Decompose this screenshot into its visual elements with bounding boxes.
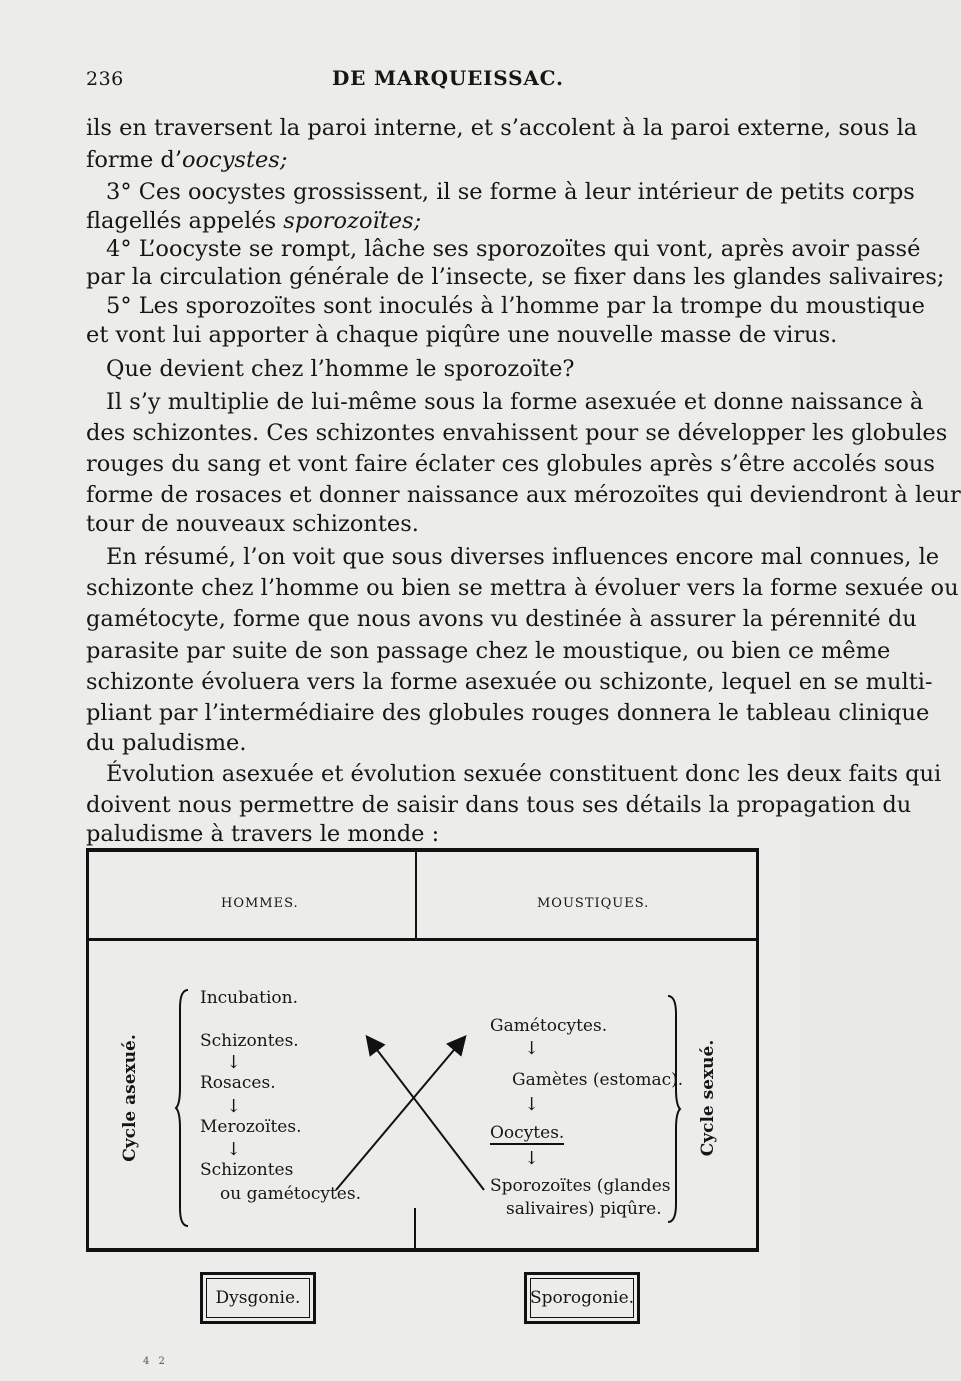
down-arrow-icon: ↓ — [226, 1052, 242, 1073]
text-line: Évolution asexuée et évolution sexuée constituent donc les deux faits qui — [106, 761, 942, 787]
left-item-schizontes-2: Schizontes — [200, 1160, 294, 1180]
down-arrow-icon: ↓ — [226, 1139, 242, 1160]
cycle-sexue-label: Cycle sexué. — [698, 1039, 718, 1157]
text-line: 4° L’oocyste se rompt, lâche ses sporozoïtes qui vont, après avoir passé — [106, 236, 921, 262]
text-line: tour de nouveaux schizontes. — [86, 511, 419, 537]
column-header-hommes: HOMMES. — [221, 896, 299, 911]
text-line: Que devient chez l’homme le sporozoïte? — [106, 356, 575, 382]
sporogonie-box — [524, 1272, 640, 1324]
text-line: forme d’oocystes; — [86, 147, 288, 173]
signature-mark: 4 2 — [143, 1356, 168, 1367]
right-brace — [664, 994, 680, 1224]
text-line: doivent nous permettre de saisir dans tous ses détails la propagation du — [86, 792, 912, 818]
left-item-merozoites: Merozoïtes. — [200, 1117, 302, 1137]
cycle-table — [86, 848, 759, 1252]
dysgonie-box — [200, 1272, 316, 1324]
text-line: et vont lui apporter à chaque piqûre une nouvelle masse de virus. — [86, 322, 838, 348]
arrow-to-schizontes — [368, 1038, 484, 1190]
text-line: forme de rosaces et donner naissance aux mérozoïtes qui deviendront à leur — [86, 482, 961, 508]
column-header-moustiques: MOUSTIQUES. — [537, 896, 650, 911]
down-arrow-icon: ↓ — [226, 1096, 242, 1117]
text-line: 3° Ces oocystes grossissent, il se forme à leur intérieur de petits corps — [106, 179, 915, 205]
text-line: gamétocyte, forme que nous avons vu destinée à assurer la pérennité du — [86, 606, 917, 632]
text-line: parasite par suite de son passage chez le moustique, ou bien ce même — [86, 638, 891, 664]
left-item-incubation: Incubation. — [200, 988, 299, 1008]
text-line: par la circulation générale de l’insecte, se fixer dans les glandes salivaires; — [86, 264, 945, 290]
text-line: 5° Les sporozoïtes sont inoculés à l’homme par la trompe du moustique — [106, 293, 925, 319]
left-item-gametocytes: ou gamétocytes. — [220, 1184, 361, 1204]
text-line: flagellés appelés sporozoïtes; — [86, 208, 422, 234]
sporogonie-label: Sporogonie. — [530, 1278, 634, 1318]
cycle-asexue-label: Cycle asexué. — [120, 1034, 140, 1162]
page-number: 236 — [86, 68, 124, 90]
left-item-schizontes: Schizontes. — [200, 1031, 299, 1051]
running-title: DE MARQUEISSAC. — [332, 66, 564, 90]
left-item-rosaces: Rosaces. — [200, 1073, 276, 1093]
text-line: des schizontes. Ces schizontes envahissent pour se développer les globules — [86, 420, 948, 446]
text-line: Il s’y multiplie de lui-même sous la forme asexuée et donne naissance à — [106, 389, 924, 415]
text-line: ils en traversent la paroi interne, et s’accolent à la paroi externe, sous la — [86, 115, 918, 141]
text-line: du paludisme. — [86, 730, 247, 756]
text-line: schizonte chez l’homme ou bien se mettra à évoluer vers la forme sexuée ou — [86, 575, 959, 601]
arrow-to-gametocytes — [336, 1038, 464, 1190]
down-arrow-icon: ↓ — [524, 1094, 540, 1115]
down-arrow-icon: ↓ — [524, 1148, 540, 1169]
dysgonie-label: Dysgonie. — [206, 1278, 310, 1318]
text-line: En résumé, l’on voit que sous diverses influences encore mal connues, le — [106, 544, 940, 570]
text-line: schizonte évoluera vers la forme asexuée ou schizonte, lequel en se multi- — [86, 669, 933, 695]
right-item-gametocytes: Gamétocytes. — [490, 1016, 608, 1036]
text-line: rouges du sang et vont faire éclater ces globules après s’être accolés sous — [86, 451, 935, 477]
text-line: pliant par l’intermédiaire des globules rouges donnera le tableau clinique — [86, 700, 930, 726]
down-arrow-icon: ↓ — [524, 1038, 540, 1059]
right-item-sporozoites: Sporozoïtes (glandes — [490, 1176, 671, 1196]
right-item-oocytes: Oocytes. — [490, 1123, 565, 1143]
text-line: paludisme à travers le monde : — [86, 821, 440, 847]
right-item-gametes: Gamètes (estomac). — [512, 1070, 684, 1090]
right-item-salivaires: salivaires) piqûre. — [506, 1199, 662, 1219]
